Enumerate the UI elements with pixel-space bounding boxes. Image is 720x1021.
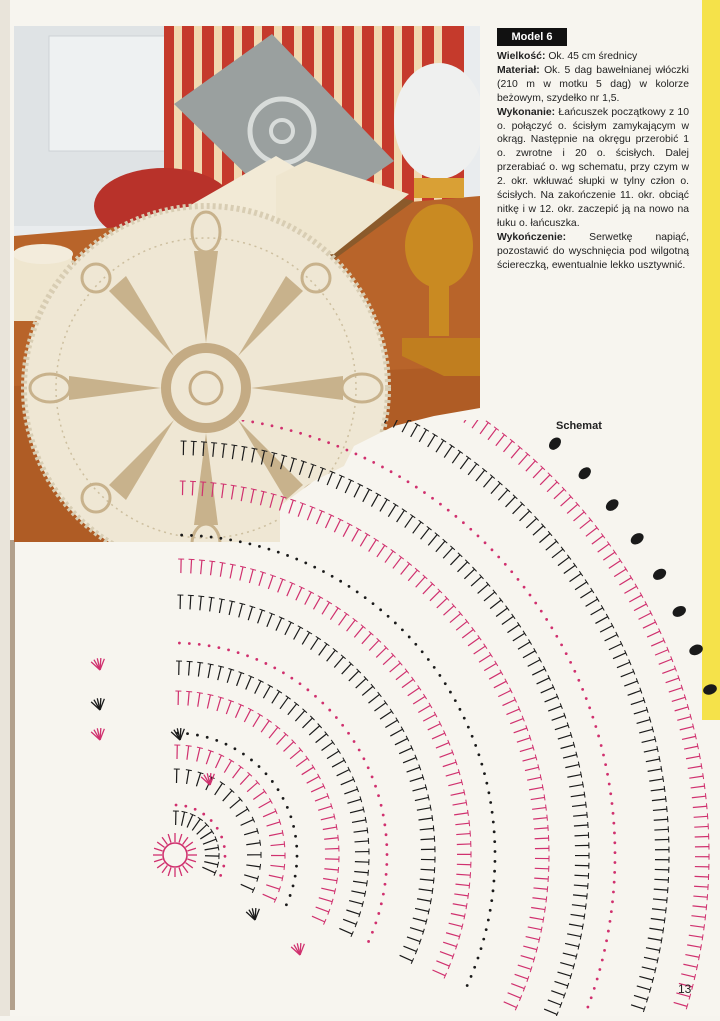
material-paragraph — [497, 64, 689, 106]
crochet-chart — [80, 420, 720, 1016]
page-binding-edge — [0, 0, 10, 1016]
finishing-label: Wykończenie: — [497, 232, 566, 243]
finishing-paragraph — [497, 231, 689, 273]
instructions-text — [497, 50, 689, 273]
schema-label: Schemat — [556, 420, 602, 432]
size-text: Ok. 45 cm średnicy — [548, 51, 637, 62]
execution-paragraph — [497, 106, 689, 231]
material-text: Ok. 5 dag bawełnianej włóczki (210 m w motku 5 dag) w kolorze beżowym, szydełko nr 1,5. — [497, 65, 689, 104]
page-number: 13 — [678, 982, 691, 996]
execution-label: Wykonanie: — [497, 107, 555, 118]
execution-text: Łańcuszek początkowy z 10 o. połączyć o. ścisłym zamykającym w okrąg. Następnie na okręgu przerobić 1 o. zwrotne i 20 o. ścisłych. Dalej przerabiać o. wg schematu, przy czym w 2. okr. wkłuwać słupki w tylny człon o. ścisłych. Na zakończenie 11. okr. obciąć nitkę i w 12. okr. zaczepić ją na nowo na łuku o. łańcuszka. — [497, 107, 689, 229]
model-title: Model 6 — [497, 28, 567, 46]
page-binding-shadow — [10, 540, 15, 1010]
size-label: Wielkość: — [497, 51, 545, 62]
size-paragraph — [497, 50, 689, 64]
material-label: Materiał: — [497, 65, 540, 76]
finishing-text: Serwetkę napiąć, pozostawić do wyschnięcia pod wilgotną ściereczką, ewentualnie lekko usztywnić. — [497, 232, 689, 271]
crochet-chart-drawing — [80, 420, 720, 1016]
